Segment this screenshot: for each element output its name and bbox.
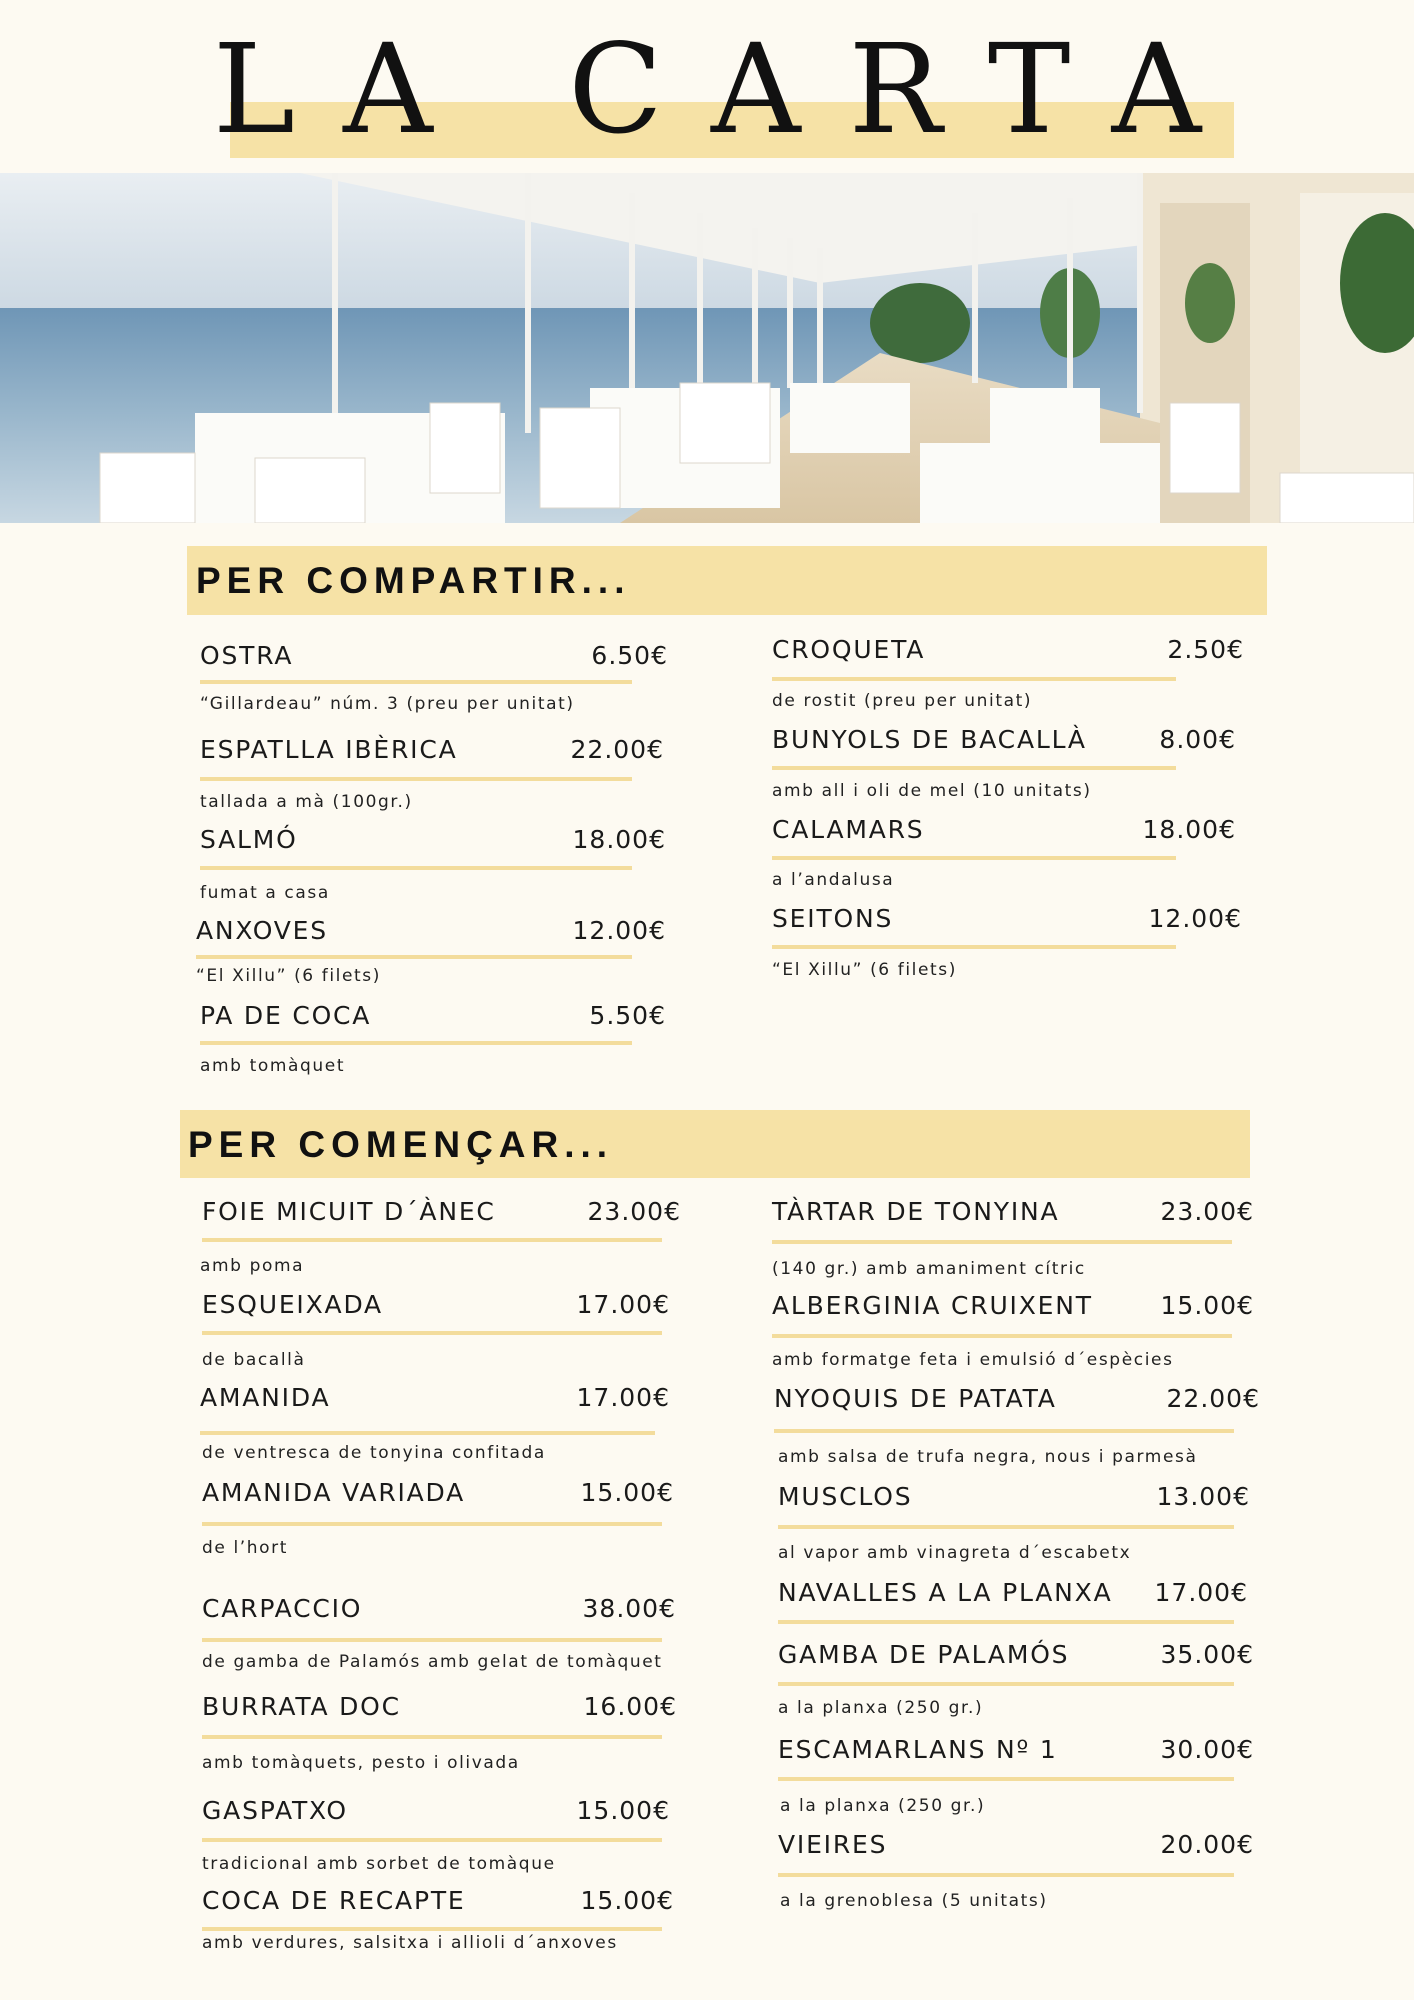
item-name: CROQUETA bbox=[772, 635, 926, 664]
item-price: 15.00€ bbox=[576, 1796, 670, 1825]
item-name: TÀRTAR DE TONYINA bbox=[772, 1197, 1060, 1226]
item-price: 23.00€ bbox=[587, 1197, 681, 1226]
item-name: BURRATA DOC bbox=[202, 1692, 401, 1721]
item-underline bbox=[772, 677, 1176, 681]
item-name: CALAMARS bbox=[772, 815, 925, 844]
item-price: 15.00€ bbox=[1160, 1291, 1254, 1320]
item-name: MUSCLOS bbox=[778, 1482, 913, 1511]
item-description: amb salsa de trufa negra, nous i parmesà bbox=[778, 1447, 1198, 1467]
item-underline bbox=[202, 1638, 662, 1642]
item-price: 12.00€ bbox=[572, 916, 666, 945]
item-price: 17.00€ bbox=[576, 1290, 670, 1319]
item-underline bbox=[200, 777, 632, 781]
item-underline bbox=[196, 955, 632, 959]
item-name: ANXOVES bbox=[196, 916, 328, 945]
item-name: BUNYOLS DE BACALLÀ bbox=[772, 725, 1087, 754]
item-price: 17.00€ bbox=[1154, 1578, 1248, 1607]
item-price: 18.00€ bbox=[1142, 815, 1236, 844]
item-description: amb tomàquets, pesto i olivada bbox=[202, 1753, 520, 1773]
item-underline bbox=[200, 1041, 632, 1045]
item-price: 35.00€ bbox=[1160, 1640, 1254, 1669]
item-description: fumat a casa bbox=[200, 883, 330, 903]
item-description: amb tomàquet bbox=[200, 1056, 346, 1076]
item-description: de l’hort bbox=[202, 1538, 289, 1558]
item-description: a l’andalusa bbox=[772, 870, 895, 890]
item-description: al vapor amb vinagreta d´escabetx bbox=[778, 1543, 1132, 1563]
item-name: OSTRA bbox=[200, 641, 294, 670]
item-price: 15.00€ bbox=[580, 1886, 674, 1915]
item-price: 8.00€ bbox=[1159, 725, 1236, 754]
item-name: GAMBA DE PALAMÓS bbox=[778, 1640, 1070, 1669]
item-description: de ventresca de tonyina confitada bbox=[202, 1443, 546, 1463]
item-price: 17.00€ bbox=[576, 1383, 670, 1412]
item-underline bbox=[772, 1240, 1232, 1244]
item-underline bbox=[202, 1735, 662, 1739]
item-underline bbox=[772, 856, 1176, 860]
item-description: de rostit (preu per unitat) bbox=[772, 691, 1033, 711]
item-underline bbox=[202, 1838, 662, 1842]
item-underline bbox=[202, 1331, 662, 1335]
section-title-per-compartir: PER COMPARTIR... bbox=[196, 560, 631, 601]
item-name: VIEIRES bbox=[778, 1830, 888, 1859]
item-description: amb all i oli de mel (10 unitats) bbox=[772, 781, 1092, 801]
item-name: COCA DE RECAPTE bbox=[202, 1886, 466, 1915]
item-description: “El Xillu” (6 filets) bbox=[196, 966, 381, 986]
item-description: amb poma bbox=[200, 1256, 305, 1276]
item-description: (140 gr.) amb amaniment cítric bbox=[772, 1259, 1086, 1279]
item-underline bbox=[200, 1431, 655, 1435]
item-price: 20.00€ bbox=[1160, 1830, 1254, 1859]
item-underline bbox=[200, 866, 632, 870]
item-description: tallada a mà (100gr.) bbox=[200, 792, 413, 812]
item-name: AMANIDA bbox=[200, 1383, 331, 1412]
item-name: SEITONS bbox=[772, 904, 894, 933]
item-price: 13.00€ bbox=[1156, 1482, 1250, 1511]
item-name: SALMÓ bbox=[200, 825, 298, 854]
item-description: a la planxa (250 gr.) bbox=[780, 1796, 986, 1816]
item-name: ESCAMARLANS Nº 1 bbox=[778, 1735, 1058, 1764]
item-underline bbox=[778, 1682, 1234, 1686]
item-name: ESQUEIXADA bbox=[202, 1290, 383, 1319]
item-name: GASPATXO bbox=[202, 1796, 348, 1825]
restaurant-photo bbox=[0, 173, 1414, 523]
item-price: 22.00€ bbox=[570, 735, 664, 764]
page-title: LA CARTA bbox=[212, 18, 1250, 162]
item-name: NYOQUIS DE PATATA bbox=[774, 1384, 1057, 1413]
item-description: de bacallà bbox=[202, 1350, 306, 1370]
item-name: PA DE COCA bbox=[200, 1001, 372, 1030]
item-description: amb verdures, salsitxa i allioli d´anxoves bbox=[202, 1933, 618, 1953]
item-underline bbox=[778, 1777, 1234, 1781]
item-price: 5.50€ bbox=[589, 1001, 666, 1030]
item-price: 15.00€ bbox=[580, 1478, 674, 1507]
item-price: 6.50€ bbox=[591, 641, 668, 670]
item-description: de gamba de Palamós amb gelat de tomàquet bbox=[202, 1652, 663, 1672]
item-underline bbox=[778, 1873, 1234, 1877]
item-underline bbox=[778, 1525, 1234, 1529]
item-name: CARPACCIO bbox=[202, 1594, 363, 1623]
item-underline bbox=[778, 1620, 1234, 1624]
item-name: AMANIDA VARIADA bbox=[202, 1478, 466, 1507]
item-price: 12.00€ bbox=[1148, 904, 1242, 933]
item-underline bbox=[774, 1429, 1234, 1433]
item-name: ALBERGINIA CRUIXENT bbox=[772, 1291, 1093, 1320]
item-description: tradicional amb sorbet de tomàque bbox=[202, 1854, 556, 1874]
item-name: FOIE MICUIT D´ÀNEC bbox=[202, 1197, 496, 1226]
item-price: 18.00€ bbox=[572, 825, 666, 854]
item-price: 23.00€ bbox=[1160, 1197, 1254, 1226]
item-price: 2.50€ bbox=[1167, 635, 1244, 664]
item-description: “Gillardeau” núm. 3 (preu per unitat) bbox=[200, 694, 575, 714]
item-underline bbox=[772, 766, 1176, 770]
item-underline bbox=[200, 680, 632, 684]
item-description: a la grenoblesa (5 unitats) bbox=[780, 1891, 1048, 1911]
item-underline bbox=[202, 1522, 662, 1526]
item-price: 38.00€ bbox=[582, 1594, 676, 1623]
item-description: a la planxa (250 gr.) bbox=[778, 1698, 984, 1718]
item-price: 22.00€ bbox=[1166, 1384, 1260, 1413]
item-price: 16.00€ bbox=[583, 1692, 677, 1721]
item-name: ESPATLLA IBÈRICA bbox=[200, 735, 458, 764]
item-underline bbox=[202, 1927, 662, 1931]
item-description: amb formatge feta i emulsió d´espècies bbox=[772, 1350, 1174, 1370]
item-name: NAVALLES A LA PLANXA bbox=[778, 1578, 1113, 1607]
item-price: 30.00€ bbox=[1160, 1735, 1254, 1764]
section-title-per-comencar: PER COMENÇAR... bbox=[188, 1124, 614, 1165]
item-underline bbox=[772, 945, 1176, 949]
item-underline bbox=[772, 1334, 1232, 1338]
item-description: “El Xillu” (6 filets) bbox=[772, 960, 957, 980]
item-underline bbox=[202, 1238, 662, 1242]
